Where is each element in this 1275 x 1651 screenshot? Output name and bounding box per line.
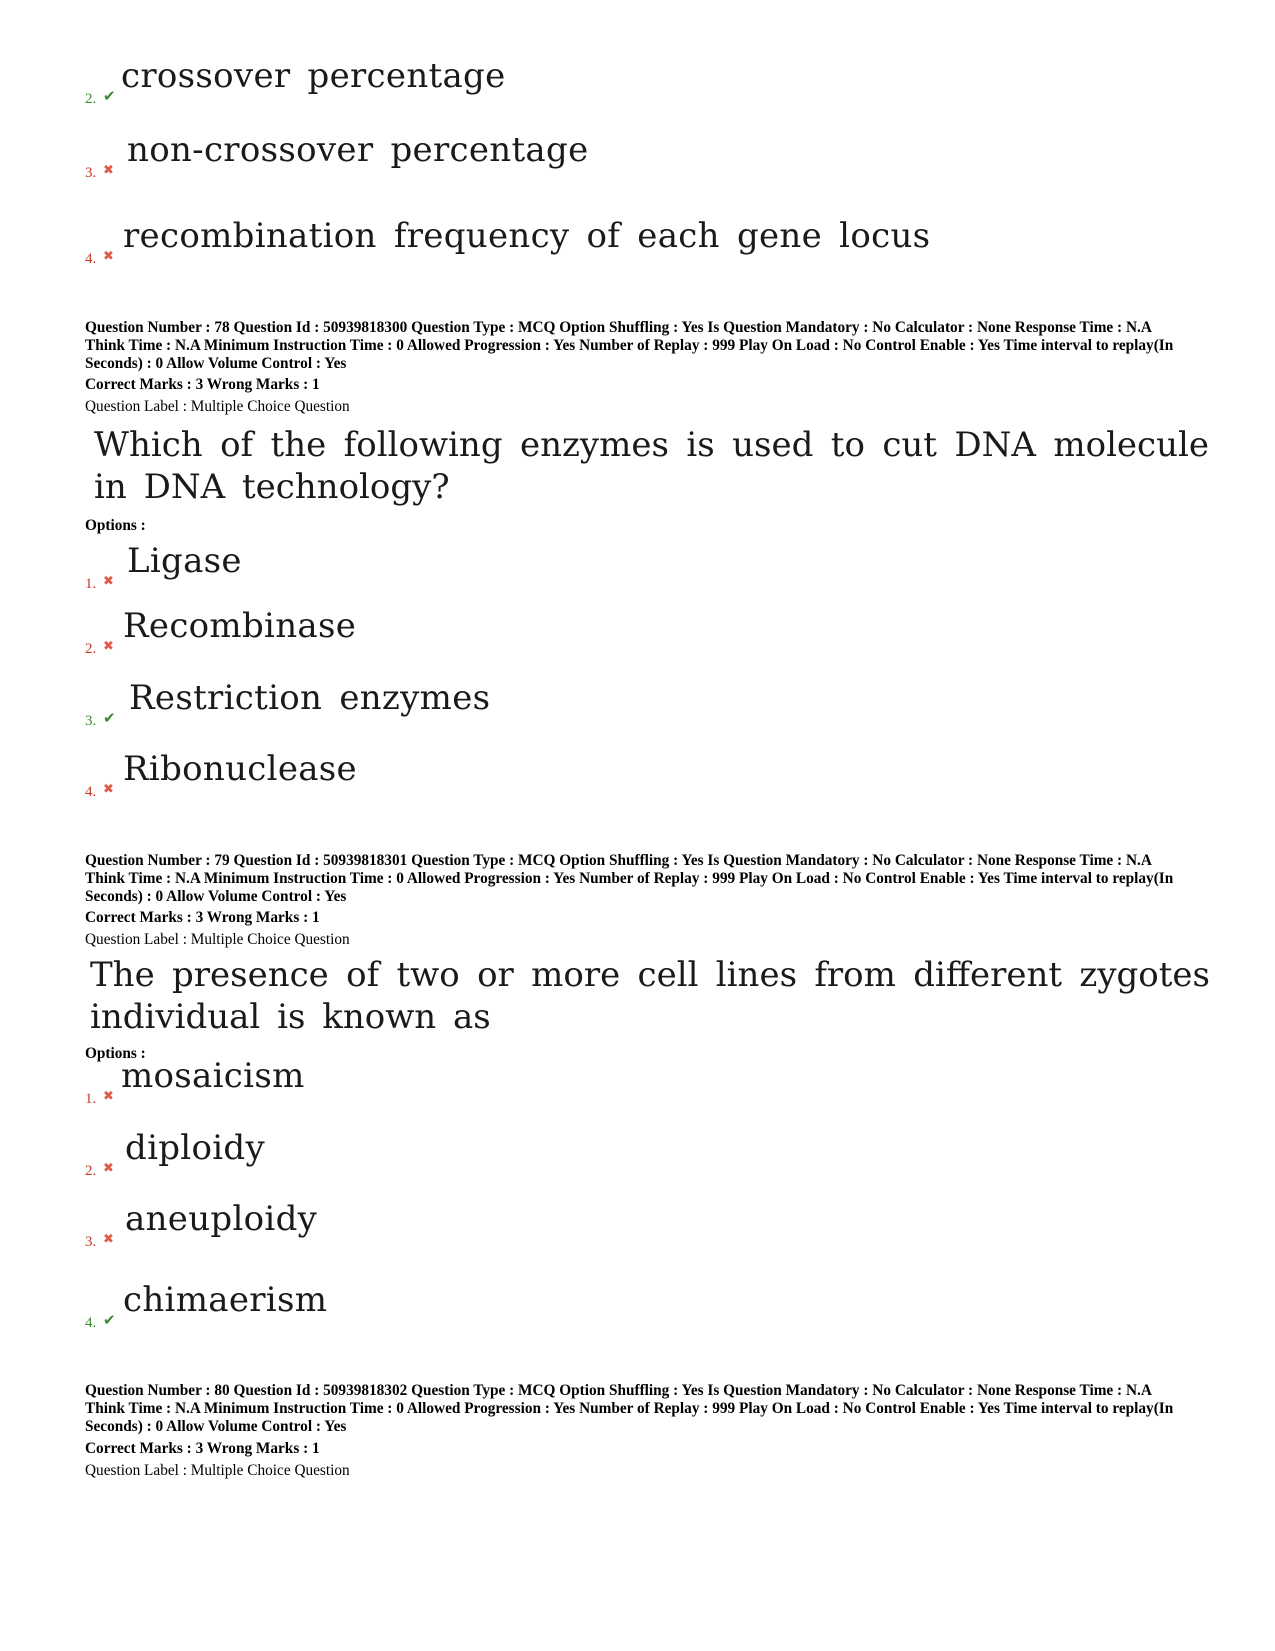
cross-icon: ✖: [103, 782, 114, 797]
option-number: 2.: [85, 1163, 97, 1179]
option-number: 4.: [85, 784, 97, 800]
cross-icon: ✖: [103, 1161, 114, 1176]
question-marks: Correct Marks : 3 Wrong Marks : 1: [85, 376, 320, 393]
question-meta: Question Number : 80 Question Id : 50939818302 Question Type : MCQ Option Shuffling : Yes Is Question Mandatory : No Calculator : None Response Time : N.A Think Time : N.A Minimum Instruction Time : 0 Allowed Progression : Yes Number of Replay : 999 Play On Load : No Control Enable : Yes Time interval to replay(In Seconds) : 0 Allow Volume Control : Yes: [85, 1382, 1174, 1435]
option-number: 4.: [85, 1315, 97, 1331]
question-meta: Question Number : 79 Question Id : 50939818301 Question Type : MCQ Option Shuffling : Yes Is Question Mandatory : No Calculator : None Response Time : N.A Think Time : N.A Minimum Instruction Time : 0 Allowed Progression : Yes Number of Replay : 999 Play On Load : No Control Enable : Yes Time interval to replay(In Seconds) : 0 Allow Volume Control : Yes: [85, 852, 1174, 905]
question-meta: Question Number : 78 Question Id : 50939818300 Question Type : MCQ Option Shuffling : Yes Is Question Mandatory : No Calculator : None Response Time : N.A Think Time : N.A Minimum Instruction Time : 0 Allowed Progression : Yes Number of Replay : 999 Play On Load : No Control Enable : Yes Time interval to replay(In Seconds) : 0 Allow Volume Control : Yes: [85, 319, 1174, 372]
cross-icon: ✖: [103, 574, 114, 589]
option-row[interactable]: [85, 1050, 1185, 1110]
option-text: mosaicism: [121, 1056, 305, 1096]
question-marks: Correct Marks : 3 Wrong Marks : 1: [85, 1440, 320, 1457]
option-row[interactable]: [85, 743, 1185, 803]
check-icon: ✔: [103, 87, 116, 105]
option-row[interactable]: [85, 672, 1185, 732]
option-text: aneuploidy: [125, 1199, 318, 1239]
question-text: The presence of two or more cell lines from different zygotes individual is known as: [90, 955, 1210, 1037]
option-row[interactable]: [85, 124, 1185, 184]
option-row[interactable]: [85, 1193, 1185, 1253]
option-row[interactable]: [85, 50, 1185, 110]
option-number: 2.: [85, 641, 97, 657]
option-text: non-crossover percentage: [127, 130, 589, 170]
check-icon: ✔: [103, 709, 116, 727]
option-number: 3.: [85, 165, 97, 181]
cross-icon: ✖: [103, 639, 114, 654]
option-number: 4.: [85, 251, 97, 267]
question-marks: Correct Marks : 3 Wrong Marks : 1: [85, 909, 320, 926]
option-row[interactable]: [85, 1274, 1185, 1334]
option-number: 1.: [85, 576, 97, 592]
option-text: crossover percentage: [121, 56, 506, 96]
option-text: Ligase: [127, 541, 242, 581]
question-label: Question Label : Multiple Choice Question: [85, 1462, 350, 1479]
option-text: Ribonuclease: [123, 749, 357, 789]
option-row[interactable]: [85, 210, 1185, 270]
option-number: 3.: [85, 1234, 97, 1250]
options-heading: Options :: [85, 1045, 146, 1062]
cross-icon: ✖: [103, 163, 114, 178]
question-label: Question Label : Multiple Choice Question: [85, 398, 350, 415]
option-row[interactable]: [85, 535, 1185, 595]
option-text: recombination frequency of each gene locus: [123, 216, 931, 256]
cross-icon: ✖: [103, 1232, 114, 1247]
question-text: Which of the following enzymes is used to cut DNA molecule in DNA technology?: [94, 425, 1209, 507]
option-text: diploidy: [125, 1128, 265, 1168]
option-number: 1.: [85, 1091, 97, 1107]
question-label: Question Label : Multiple Choice Question: [85, 931, 350, 948]
option-row[interactable]: [85, 600, 1185, 660]
option-number: 3.: [85, 713, 97, 729]
options-heading: Options :: [85, 517, 146, 534]
cross-icon: ✖: [103, 1089, 114, 1104]
option-text: Restriction enzymes: [129, 678, 491, 718]
option-row[interactable]: [85, 1122, 1185, 1182]
option-text: chimaerism: [123, 1280, 328, 1320]
option-text: Recombinase: [123, 606, 357, 646]
check-icon: ✔: [103, 1311, 116, 1329]
option-number: 2.: [85, 91, 97, 107]
cross-icon: ✖: [103, 249, 114, 264]
